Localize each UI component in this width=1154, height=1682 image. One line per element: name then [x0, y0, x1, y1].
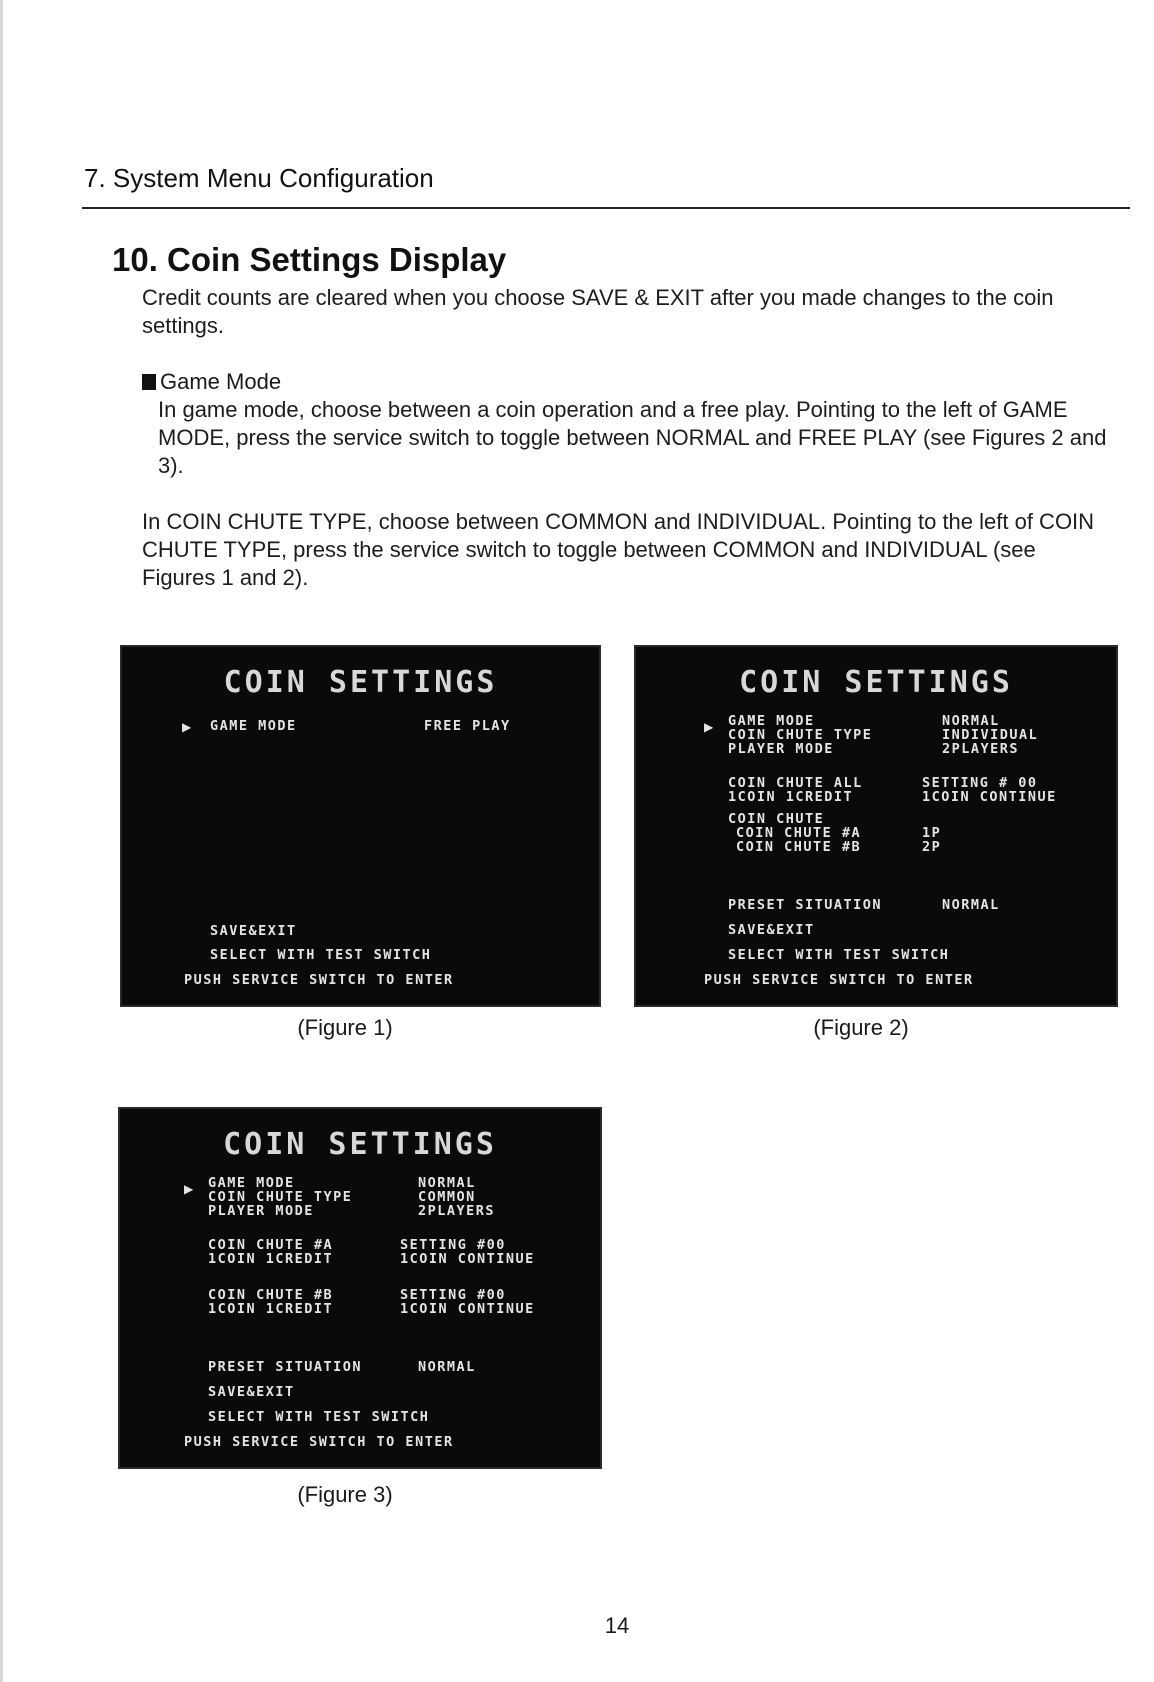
player-mode-label: PLAYER MODE [728, 741, 834, 757]
coin-chute-header: COIN CHUTE [728, 811, 825, 827]
figure-1-screen [120, 645, 601, 1007]
screen-title: COIN SETTINGS [223, 1127, 497, 1162]
coin-chute-b-label: COIN CHUTE #B [736, 839, 862, 855]
coin-chute-all-continue: 1COIN CONTINUE [922, 789, 1057, 805]
screen-title: COIN SETTINGS [223, 665, 498, 700]
game-mode-value: NORMAL [942, 713, 1000, 729]
coin-chute-a-setting: SETTING #00 [400, 1237, 506, 1253]
section-title: 7. System Menu Configuration [84, 163, 434, 193]
coin-chute-b-continue: 1COIN CONTINUE [400, 1301, 535, 1317]
preset-situation-value: NORMAL [942, 897, 1000, 913]
game-mode-heading [142, 368, 281, 396]
coin-chute-paragraph: In COIN CHUTE TYPE, choose between COMMON and INDIVIDUAL. Pointing to the left of COIN CHUTE TYPE, press the service switch to toggle between COMMON and INDIVIDUAL (see Figures 1 and 2). [142, 509, 1095, 590]
player-mode-value: 2PLAYERS [942, 741, 1020, 757]
game-mode-label: GAME MODE [208, 1175, 295, 1191]
coin-chute-all-setting: SETTING # 00 [922, 775, 1038, 791]
page-edge-shadow [0, 0, 3, 1682]
select-instruction: SELECT WITH TEST SWITCH [208, 1409, 430, 1425]
preset-situation-label: PRESET SITUATION [728, 897, 883, 913]
cursor-arrow-icon: ▶ [182, 720, 192, 734]
coin-chute-b-value: 2P [922, 839, 942, 855]
game-mode-label: GAME MODE [728, 713, 815, 729]
player-mode-label: PLAYER MODE [208, 1203, 314, 1219]
player-mode-value: 2PLAYERS [418, 1203, 496, 1219]
figure-3-screen [118, 1107, 602, 1469]
section-divider [82, 207, 1130, 209]
figure-2-screen [634, 645, 1118, 1007]
coin-chute-all-credit: 1COIN 1CREDIT [728, 789, 854, 805]
preset-situation-value: NORMAL [418, 1359, 476, 1375]
coin-chute-all-label: COIN CHUTE ALL [728, 775, 863, 791]
coin-chute-type-value: INDIVIDUAL [942, 727, 1039, 743]
figure-2-caption: (Figure 2) [813, 1015, 909, 1040]
cursor-arrow-icon: ▶ [184, 1182, 194, 1196]
cursor-arrow-icon: ▶ [704, 720, 714, 734]
figure-1-caption: (Figure 1) [297, 1015, 393, 1040]
page-number: 14 [604, 1613, 630, 1638]
coin-chute-b-label: COIN CHUTE #B [208, 1287, 334, 1303]
coin-chute-a-value: 1P [922, 825, 942, 841]
coin-chute-b-credit: 1COIN 1CREDIT [208, 1301, 334, 1317]
square-bullet-icon [142, 374, 156, 390]
game-mode-value: NORMAL [418, 1175, 476, 1191]
intro-paragraph: Credit counts are cleared when you choose SAVE & EXIT after you made changes to the coin settings. [142, 285, 1054, 338]
coin-chute-a-label: COIN CHUTE #A [208, 1237, 334, 1253]
push-instruction: PUSH SERVICE SWITCH TO ENTER [704, 972, 974, 988]
game-mode-label: GAME MODE [210, 718, 297, 734]
coin-chute-type-label: COIN CHUTE TYPE [208, 1189, 353, 1205]
push-instruction: PUSH SERVICE SWITCH TO ENTER [184, 1434, 454, 1450]
game-mode-value: FREE PLAY [424, 718, 511, 734]
save-exit-label: SAVE&EXIT [728, 922, 815, 938]
select-instruction: SELECT WITH TEST SWITCH [728, 947, 950, 963]
coin-chute-a-label: COIN CHUTE #A [736, 825, 862, 841]
coin-chute-a-continue: 1COIN CONTINUE [400, 1251, 535, 1267]
game-mode-paragraph: In game mode, choose between a coin operation and a free play. Pointing to the left of GAME MODE, press the service switch to toggle between NORMAL and FREE PLAY (see Figures 2 and 3). [158, 397, 1107, 478]
save-exit-label: SAVE&EXIT [208, 1384, 295, 1400]
game-mode-label: Game Mode [160, 369, 282, 394]
coin-chute-a-credit: 1COIN 1CREDIT [208, 1251, 334, 1267]
coin-chute-type-label: COIN CHUTE TYPE [728, 727, 873, 743]
screen-title: COIN SETTINGS [739, 665, 1013, 700]
preset-situation-label: PRESET SITUATION [208, 1359, 363, 1375]
page-heading: 10. Coin Settings Display [112, 241, 507, 278]
coin-chute-b-setting: SETTING #00 [400, 1287, 506, 1303]
push-instruction: PUSH SERVICE SWITCH TO ENTER [184, 972, 454, 988]
select-instruction: SELECT WITH TEST SWITCH [210, 947, 432, 963]
save-exit-label: SAVE&EXIT [210, 923, 297, 939]
figure-3-caption: (Figure 3) [297, 1482, 393, 1507]
coin-chute-type-value: COMMON [418, 1189, 476, 1205]
